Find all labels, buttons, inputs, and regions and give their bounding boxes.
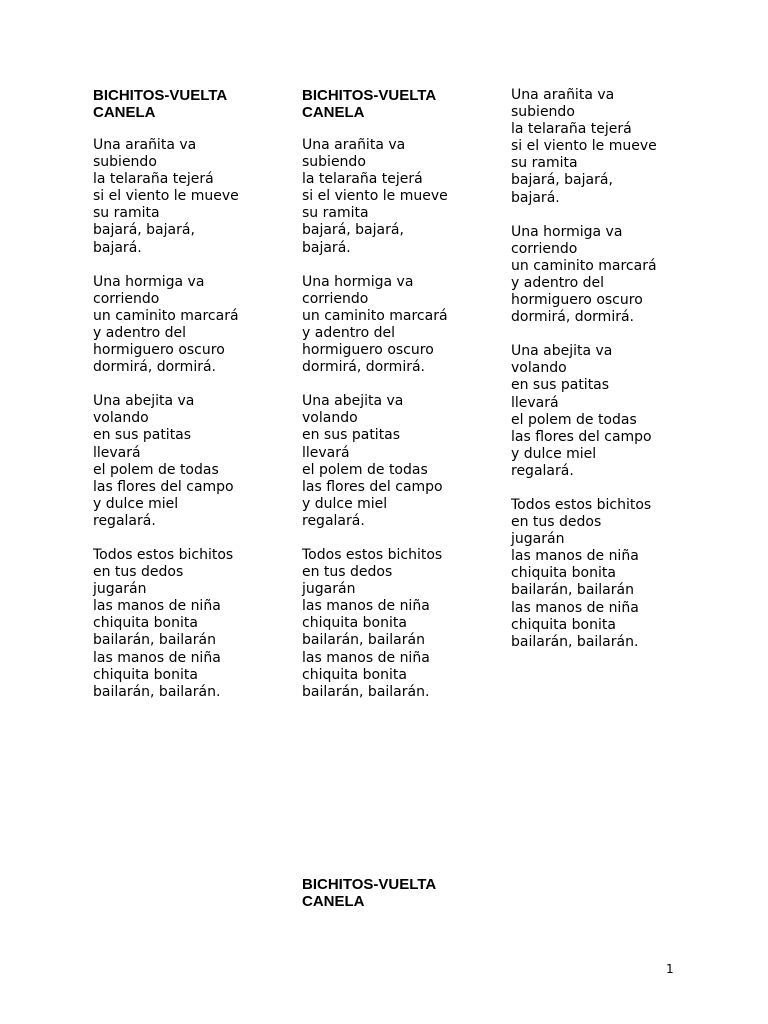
stanza — [511, 224, 711, 327]
poem-line: la telaraña tejerá — [93, 171, 214, 188]
poem-line: llevará — [93, 444, 141, 461]
poem-title: BICHITOS-VUELTA CANELA — [93, 87, 228, 121]
poem-line: volando — [93, 410, 149, 427]
stanza — [93, 547, 293, 701]
poem-line: Una arañita va — [302, 137, 406, 153]
poem-line: dormirá, dormirá. — [511, 309, 634, 326]
stanza — [93, 274, 293, 377]
poem-line: hormiguero oscuro — [93, 342, 225, 359]
poem-line: y dulce miel — [511, 445, 597, 462]
poem-line: chiquita bonita — [302, 615, 407, 632]
poem-line: las flores del campo — [93, 478, 234, 495]
page-number: 1 — [666, 962, 674, 976]
poem-line: bailarán, bailarán — [302, 632, 425, 649]
poem-line: subiendo — [511, 104, 575, 121]
poem-line: las manos de niña — [93, 598, 221, 615]
poem-line: jugarán — [93, 581, 147, 598]
poem-line: en sus patitas — [302, 427, 401, 444]
poem-line: dormirá, dormirá. — [93, 359, 216, 376]
poem-line: regalará. — [93, 512, 156, 529]
poem-line: su ramita — [302, 205, 369, 222]
stanza — [302, 274, 502, 377]
poem-line: las manos de niña — [511, 599, 639, 616]
poem-column-1 — [93, 87, 293, 718]
poem-line: y adentro del — [302, 324, 396, 341]
poem-line: llevará — [302, 444, 350, 461]
poem-line: corriendo — [93, 290, 160, 307]
poem-line: corriendo — [302, 290, 369, 307]
poem-line: regalará. — [302, 512, 365, 529]
poem-line: chiquita bonita — [302, 666, 407, 683]
poem-line: en sus patitas — [511, 377, 610, 394]
poem-line: hormiguero oscuro — [511, 292, 643, 309]
poem-line: dormirá, dormirá. — [302, 359, 425, 376]
poem-line: subiendo — [302, 154, 366, 171]
poem-line: las flores del campo — [511, 428, 652, 445]
poem-line: Una hormiga va — [93, 273, 205, 290]
poem-line: bajará, bajará, — [302, 222, 404, 239]
stanza — [302, 393, 502, 530]
poem-line: si el viento le mueve — [93, 188, 239, 205]
poem-line: hormiguero oscuro — [302, 342, 434, 359]
poem-line: Una hormiga va — [302, 273, 414, 290]
poem-line: el polem de todas — [302, 461, 428, 478]
poem-line: si el viento le mueve — [302, 188, 448, 205]
poem-line: la telaraña tejerá — [302, 171, 423, 188]
poem-line: las flores del campo — [302, 478, 443, 495]
stanza — [511, 343, 711, 480]
poem-line: bajará. — [302, 239, 351, 256]
poem-line: el polem de todas — [511, 411, 637, 428]
poem-line: Una abejita va — [511, 343, 613, 360]
poem-line: si el viento le mueve — [511, 138, 657, 155]
poem-line: corriendo — [511, 240, 578, 257]
poem-line: bajará. — [93, 239, 142, 256]
poem-line: volando — [511, 360, 567, 377]
poem-line: y dulce miel — [93, 495, 179, 512]
poem-line: jugarán — [302, 581, 356, 598]
stanza — [511, 497, 711, 651]
poem-line: y adentro del — [511, 274, 605, 291]
stanza — [93, 393, 293, 530]
poem-line: bailarán, bailarán. — [93, 683, 221, 700]
poem-line: regalará. — [511, 462, 574, 479]
poem-line: volando — [302, 410, 358, 427]
poem-column-3 — [511, 87, 711, 668]
poem-line: las manos de niña — [302, 598, 430, 615]
poem-column-2 — [302, 87, 502, 718]
poem-line: chiquita bonita — [511, 565, 616, 582]
poem-line: bailarán, bailarán — [511, 582, 634, 599]
poem-line: la telaraña tejerá — [511, 121, 632, 138]
poem-line: Una hormiga va — [511, 223, 623, 240]
stanza — [511, 87, 711, 207]
poem-line: las manos de niña — [302, 649, 430, 666]
poem-line: Una arañita va — [511, 87, 615, 103]
poem-title-bottom: BICHITOS-VUELTA CANELA — [302, 876, 437, 910]
poem-line: las manos de niña — [93, 649, 221, 666]
poem-line: bailarán, bailarán. — [511, 633, 639, 650]
poem-line: bailarán, bailarán — [93, 632, 216, 649]
poem-line: bajará, bajará, — [511, 172, 613, 189]
poem-line: Una abejita va — [302, 393, 404, 410]
poem-line: subiendo — [93, 154, 157, 171]
poem-line: su ramita — [93, 205, 160, 222]
stanza — [302, 137, 502, 257]
poem-line: llevará — [511, 394, 559, 411]
stanza — [302, 547, 502, 701]
poem-line: un caminito marcará — [511, 257, 657, 274]
poem-line: en sus patitas — [93, 427, 192, 444]
poem-line: Todos estos bichitos — [93, 546, 234, 563]
poem-line: en tus dedos — [93, 564, 184, 581]
poem-line: chiquita bonita — [93, 615, 198, 632]
poem-line: bajará, bajará, — [93, 222, 195, 239]
poem-line: un caminito marcará — [302, 307, 448, 324]
poem-line: Una abejita va — [93, 393, 195, 410]
poem-line: chiquita bonita — [93, 666, 198, 683]
poem-title: BICHITOS-VUELTA CANELA — [302, 87, 437, 121]
poem-line: chiquita bonita — [511, 616, 616, 633]
poem-line: jugarán — [511, 531, 565, 548]
stanza — [93, 137, 293, 257]
poem-line: y adentro del — [93, 324, 187, 341]
poem-line: y dulce miel — [302, 495, 388, 512]
poem-line: las manos de niña — [511, 548, 639, 565]
poem-line: en tus dedos — [302, 564, 393, 581]
poem-line: bailarán, bailarán. — [302, 683, 430, 700]
poem-line: Una arañita va — [93, 137, 197, 153]
poem-line: un caminito marcará — [93, 307, 239, 324]
poem-line: en tus dedos — [511, 514, 602, 531]
poem-line: Todos estos bichitos — [511, 496, 652, 513]
poem-line: el polem de todas — [93, 461, 219, 478]
poem-line: bajará. — [511, 189, 560, 206]
poem-line: su ramita — [511, 155, 578, 172]
poem-line: Todos estos bichitos — [302, 546, 443, 563]
